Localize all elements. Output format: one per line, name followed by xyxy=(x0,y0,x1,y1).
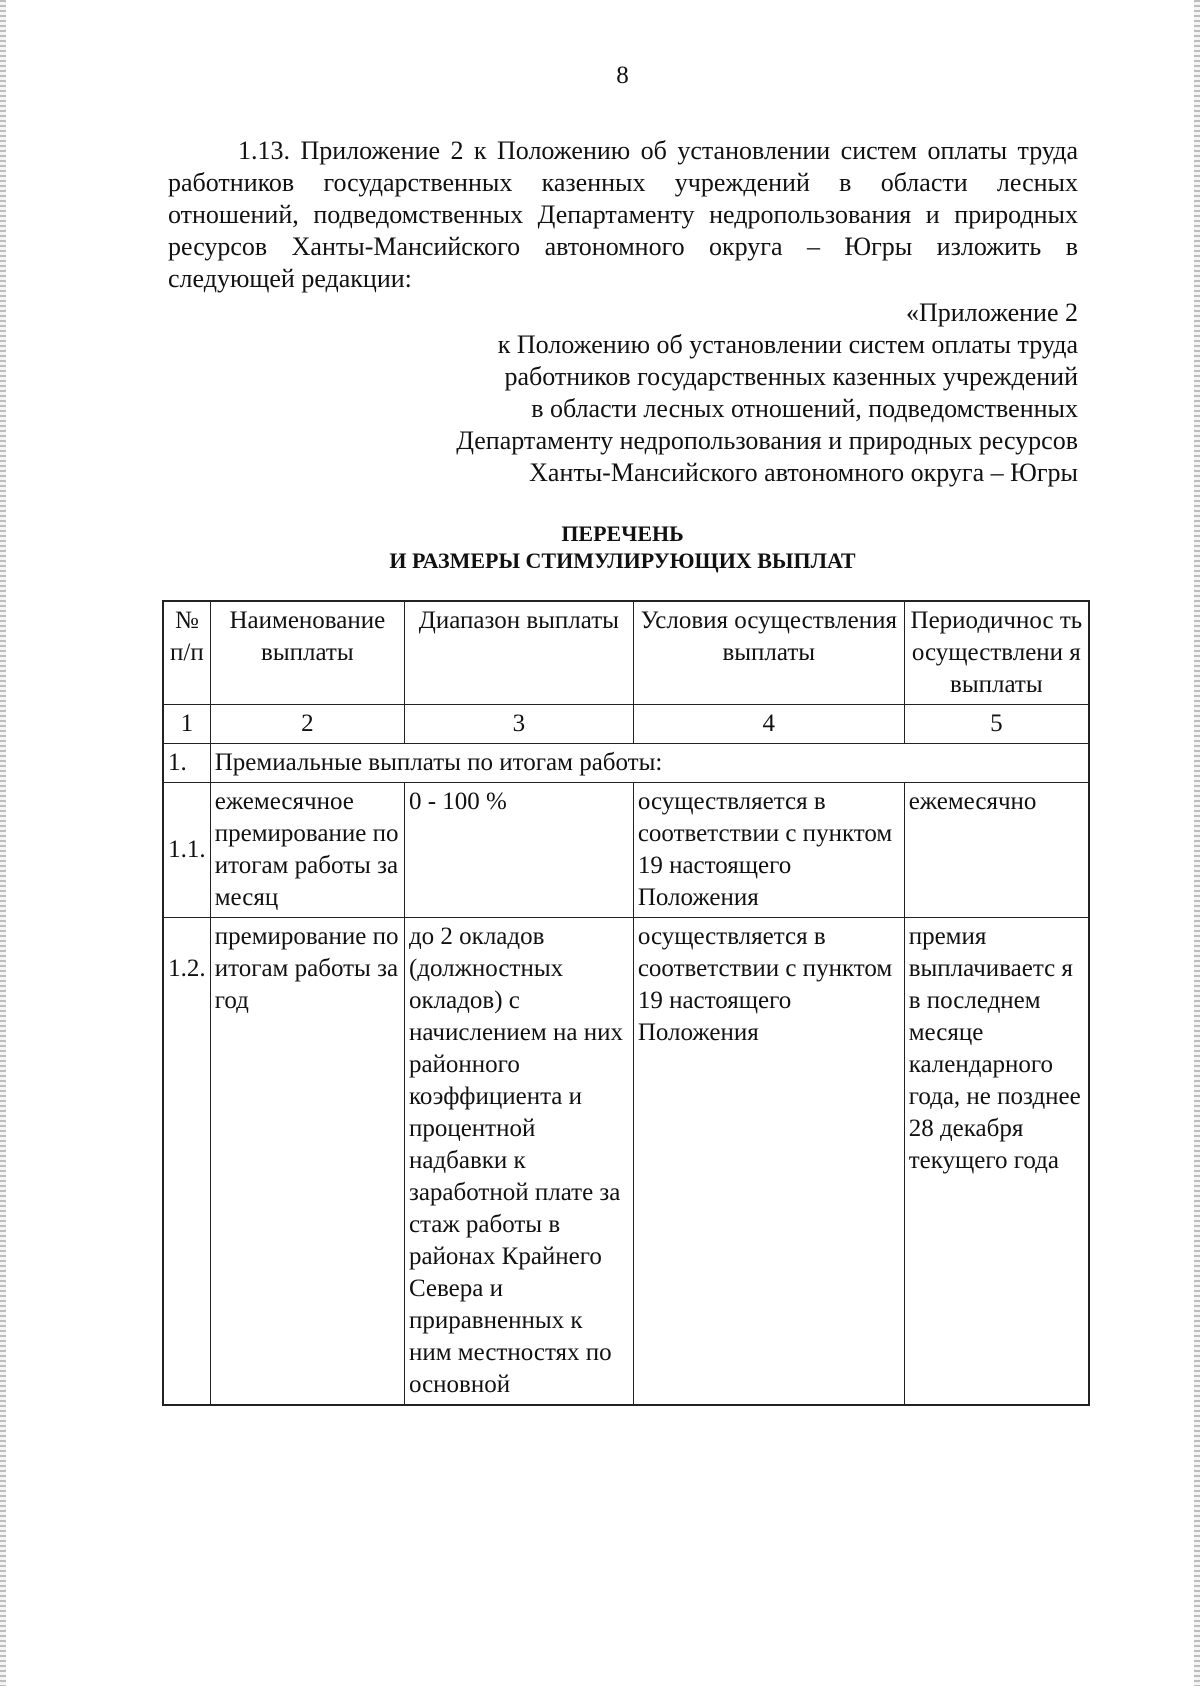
row-num: 1.1. xyxy=(163,783,210,918)
row-name: премирование по итогам работы за год xyxy=(210,918,404,1406)
row-period: премия выплачиваетс я в последнем месяце календарного года, не позднее 28 декабря текущего года xyxy=(904,918,1089,1406)
header-conditions: Условия осуществления выплаты xyxy=(633,601,904,705)
appendix-line: Департаменту недропользования и природных ресурсов xyxy=(456,426,1078,455)
section-row xyxy=(163,744,1089,783)
row-range: 0 - 100 % xyxy=(404,783,633,918)
scan-edge-right xyxy=(1194,0,1200,1686)
title-line-2: И РАЗМЕРЫ СТИМУЛИРУЮЩИХ ВЫПЛАТ xyxy=(389,548,856,573)
title-line-1: ПЕРЕЧЕНЬ xyxy=(561,521,684,546)
table-header-row xyxy=(163,601,1089,705)
column-number-row xyxy=(163,705,1089,744)
column-number: 5 xyxy=(904,705,1089,744)
table-row xyxy=(163,783,1089,918)
appendix-line: в области лесных отношений, подведомственных xyxy=(531,394,1078,423)
header-num: № п/п xyxy=(163,601,210,705)
section-num: 1. xyxy=(163,744,210,783)
document-title xyxy=(0,520,1200,574)
appendix-line: работников государственных казенных учреждений xyxy=(504,362,1078,391)
page-number: 8 xyxy=(616,62,629,89)
row-range: до 2 окладов (должностных окладов) с начислением на них районного коэффициента и процентной надбавки к заработной плате за стаж работы в районах Крайнего Севера и приравненных к ним местностях по основной xyxy=(404,918,633,1406)
intro-paragraph: 1.13. Приложение 2 к Положению об установлении систем оплаты труда работников государственных казенных учреждений в области лесных отношений, подведомственных Департаменту недропользования и природных ресурсов Ханты-Мансийского автономного округа – Югры изложить в следующей редакции: xyxy=(168,136,1078,293)
row-conditions: осуществляется в соответствии с пунктом 19 настоящего Положения xyxy=(633,783,904,918)
appendix-line: Ханты-Мансийского автономного округа – Югры xyxy=(529,458,1078,487)
header-name: Наименование выплаты xyxy=(210,601,404,705)
header-range: Диапазон выплаты xyxy=(404,601,633,705)
row-period: ежемесячно xyxy=(904,783,1089,918)
row-conditions: осуществляется в соответствии с пунктом 19 настоящего Положения xyxy=(633,918,904,1406)
row-name: ежемесячное премирование по итогам работы за месяц xyxy=(210,783,404,918)
header-period: Периодичнос ть осуществлени я выплаты xyxy=(904,601,1089,705)
column-number: 3 xyxy=(404,705,633,744)
section-title: Премиальные выплаты по итогам работы: xyxy=(210,744,1089,783)
column-number: 1 xyxy=(163,705,210,744)
appendix-line: к Положению об установлении систем оплаты труда xyxy=(497,330,1078,359)
row-num: 1.2. xyxy=(163,918,210,1406)
column-number: 2 xyxy=(210,705,404,744)
column-number: 4 xyxy=(633,705,904,744)
table-row xyxy=(163,918,1089,1406)
scan-edge-left xyxy=(0,0,6,1686)
appendix-line: «Приложение 2 xyxy=(905,298,1078,327)
appendix-header xyxy=(298,297,1078,489)
payments-table xyxy=(162,600,1090,1406)
